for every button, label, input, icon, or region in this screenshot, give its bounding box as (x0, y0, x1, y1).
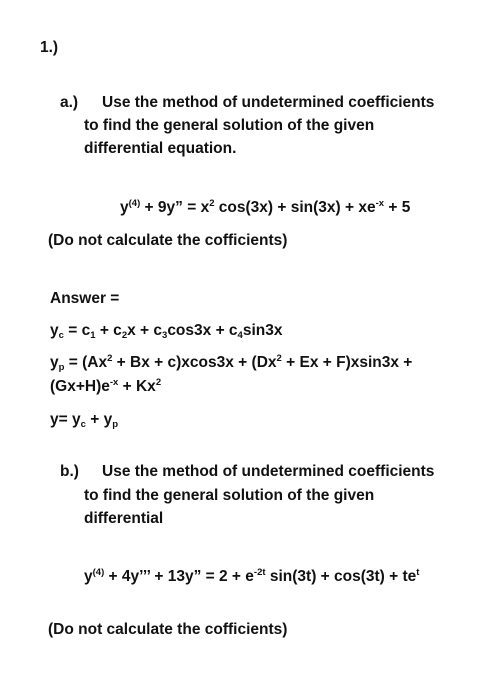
answer-y-sum: $y= y_c + y_p$ (50, 411, 119, 430)
part-a-instruction-2: to find the general solution of the given (84, 117, 375, 134)
part-a-label: a.) (60, 94, 79, 111)
part-a-instruction-3: differential equation. (84, 140, 237, 157)
part-a-note: (Do not calculate the cofficients) (48, 232, 288, 249)
part-a-instruction-1: Use the method of undetermined coefficients (102, 94, 435, 111)
answer-heading: Answer = (50, 290, 120, 307)
answer-yc: $y_c = c_1 + c_2x + c_3\cos 3x + c_4\sin 3x$ (50, 322, 283, 341)
part-a-line-1 (60, 93, 434, 113)
part-b-equation: $y^{(4)} + 4y$’’’ + 13y” = $2 + e^{-2t}$ $\sin(3t) + \cos(3t) + te^t$ (84, 567, 420, 585)
part-b-label: b.) (60, 463, 79, 480)
part-b-instruction-2: to find the general solution of the given (84, 487, 375, 504)
answer-yp-line-2: $(Gx+H)e^{-x} + Kx^2$ (50, 377, 162, 395)
part-b-instruction-1: Use the method of undetermined coefficients (102, 463, 435, 480)
answer-yp-line-1: $y_p = (Ax^2 + Bx + c)xcos3x + (Dx^2 + Ex + F)xsin3x$ + (50, 353, 413, 373)
part-a-equation: $y^{(4)} + 9y$” = $x^2$ $\cos(3x) + \sin(3x) + xe^{-x} + 5$ (120, 198, 411, 216)
part-b-note: (Do not calculate the cofficients) (48, 621, 288, 638)
part-b-line-1 (60, 462, 434, 482)
problem-number: 1.) (40, 39, 59, 56)
part-b-instruction-3: differential (84, 510, 164, 527)
